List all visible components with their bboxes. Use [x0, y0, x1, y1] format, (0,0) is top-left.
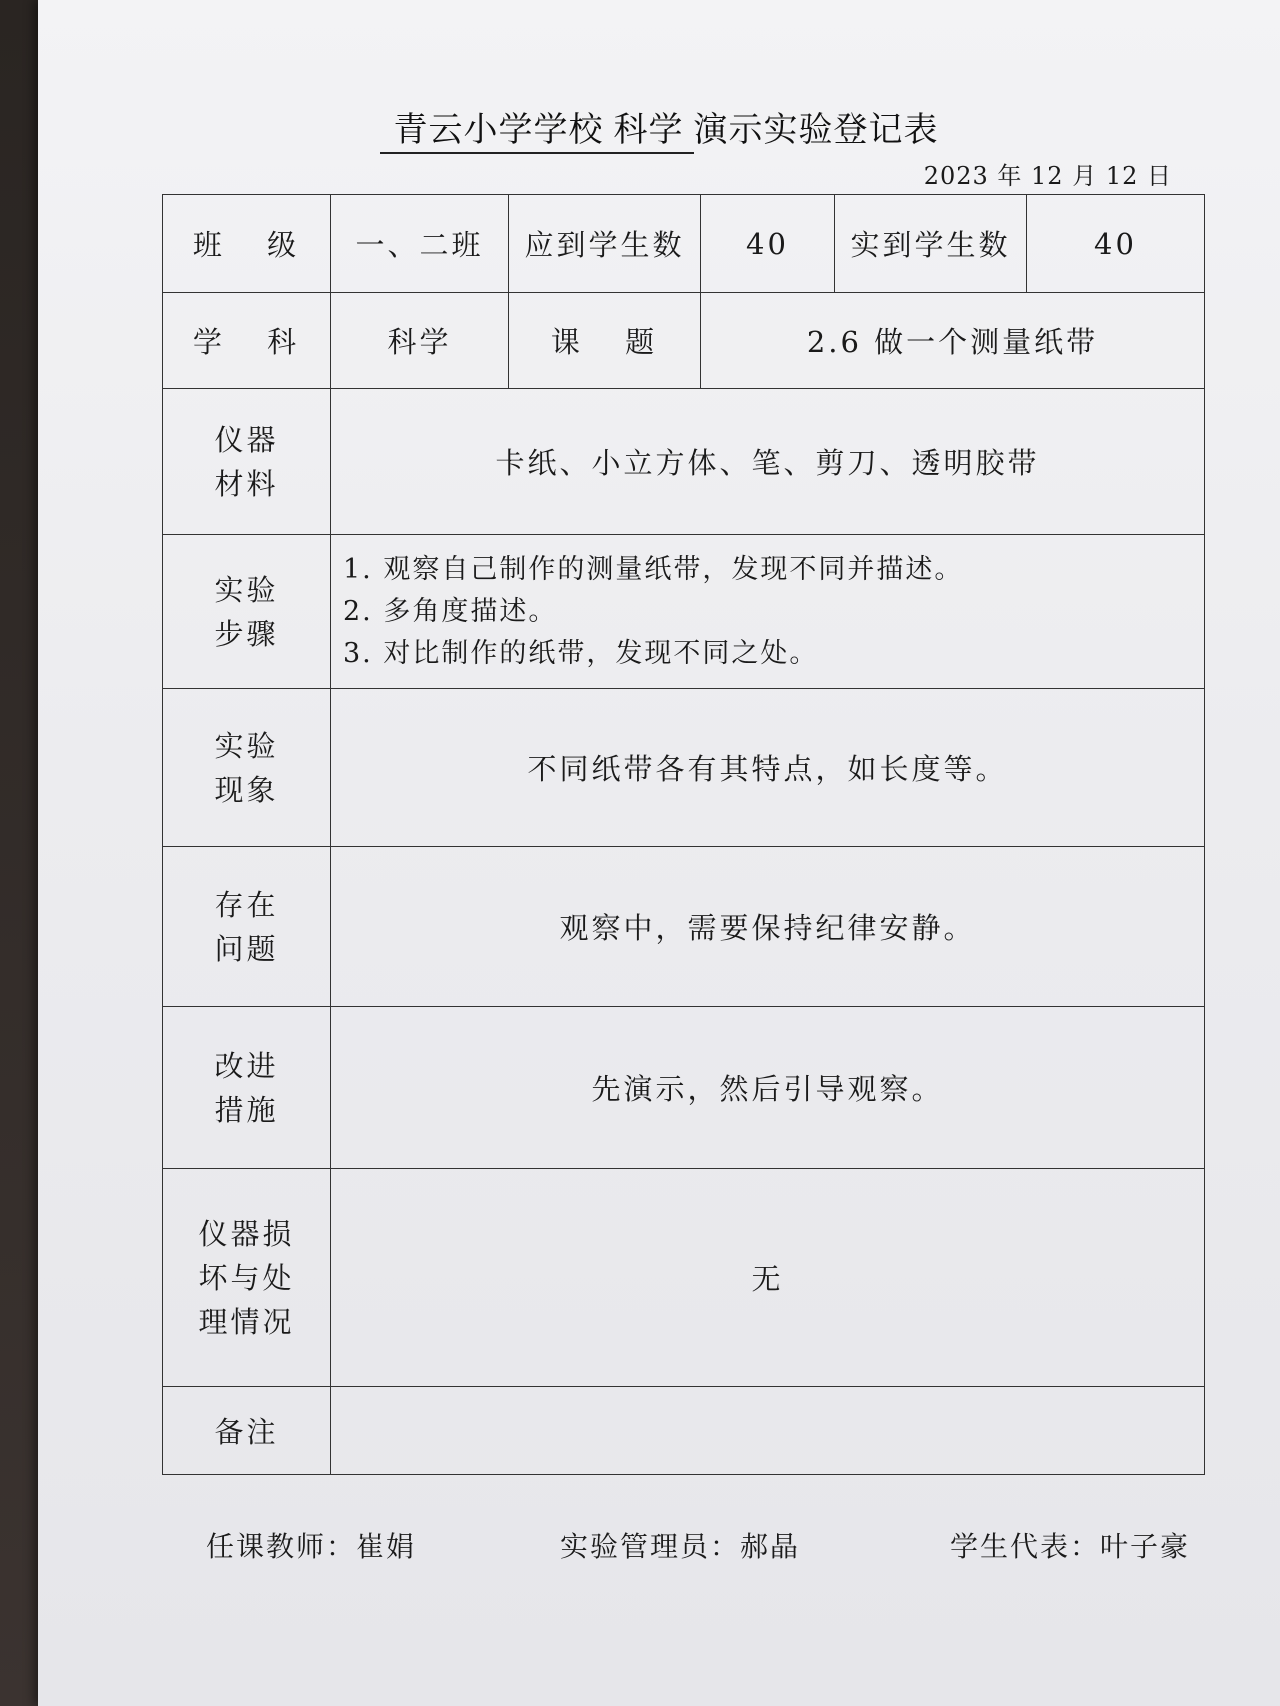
topic-value: 2.6 做一个测量纸带 [701, 293, 1205, 389]
damage-label [163, 1169, 331, 1387]
damage-label-line1: 仪器损 [198, 1216, 295, 1251]
phenomenon-label [163, 689, 331, 847]
form-title-text: 演示实验登记表 [693, 110, 939, 150]
actual-students-label: 实到学生数 [835, 195, 1027, 293]
materials-label-line1: 仪器 [214, 422, 279, 457]
class-label: 班 级 [163, 195, 331, 293]
row-subject-topic [163, 293, 1205, 389]
row-materials [163, 389, 1205, 535]
school-name: 青云小学学校 [380, 108, 608, 154]
damage-label-line2: 坏与处 [198, 1260, 295, 1295]
step-item: 3. 对比制作的纸带，发现不同之处。 [343, 637, 819, 669]
form-title [38, 102, 1280, 154]
steps-label-line2: 步骤 [214, 616, 279, 651]
row-improvements [163, 1007, 1205, 1169]
phenomenon-value: 不同纸带各有其特点，如长度等。 [331, 689, 1205, 847]
improvements-label [163, 1007, 331, 1169]
teacher-signature: 任课教师：崔娟 [206, 1530, 417, 1563]
phenomenon-label-line1: 实验 [214, 728, 279, 763]
actual-students-value: 40 [1027, 195, 1205, 293]
damage-label-line3: 理情况 [198, 1304, 295, 1339]
damage-value: 无 [331, 1169, 1205, 1387]
remarks-label: 备注 [163, 1387, 331, 1475]
form-date: 2023 年 12 月 12 日 [923, 162, 1172, 190]
problems-label-line1: 存在 [214, 887, 279, 922]
row-steps [163, 535, 1205, 689]
experiment-record-table [162, 194, 1205, 1475]
improvements-value: 先演示，然后引导观察。 [331, 1007, 1205, 1169]
expected-students-value: 40 [701, 195, 835, 293]
phenomenon-label-line2: 现象 [214, 772, 279, 807]
materials-label [163, 389, 331, 535]
problems-label [163, 847, 331, 1007]
lab-admin-signature: 实验管理员：郝晶 [560, 1530, 801, 1563]
subject-label: 学 科 [163, 293, 331, 389]
problems-value: 观察中，需要保持纪律安静。 [331, 847, 1205, 1007]
row-remarks [163, 1387, 1205, 1475]
row-problems [163, 847, 1205, 1007]
materials-label-line2: 材料 [214, 466, 279, 501]
problems-label-line2: 问题 [214, 931, 279, 966]
student-rep-signature: 学生代表：叶子豪 [950, 1530, 1191, 1563]
topic-label: 课 题 [509, 293, 701, 389]
expected-students-label: 应到学生数 [509, 195, 701, 293]
class-value: 一、二班 [331, 195, 509, 293]
row-phenomenon [163, 689, 1205, 847]
materials-value: 卡纸、小立方体、笔、剪刀、透明胶带 [331, 389, 1205, 535]
step-item: 1. 观察自己制作的测量纸带，发现不同并描述。 [343, 553, 964, 585]
step-item: 2. 多角度描述。 [343, 595, 558, 627]
improvements-label-line2: 措施 [214, 1092, 279, 1127]
steps-list [331, 535, 1205, 689]
steps-label-line1: 实验 [214, 572, 279, 607]
remarks-value [331, 1387, 1205, 1475]
row-damage [163, 1169, 1205, 1387]
improvements-label-line1: 改进 [214, 1048, 279, 1083]
steps-label [163, 535, 331, 689]
row-class-info [163, 195, 1205, 293]
subject-name: 科学 [608, 108, 694, 154]
form-sheet [38, 0, 1280, 1706]
subject-value: 科学 [331, 293, 509, 389]
